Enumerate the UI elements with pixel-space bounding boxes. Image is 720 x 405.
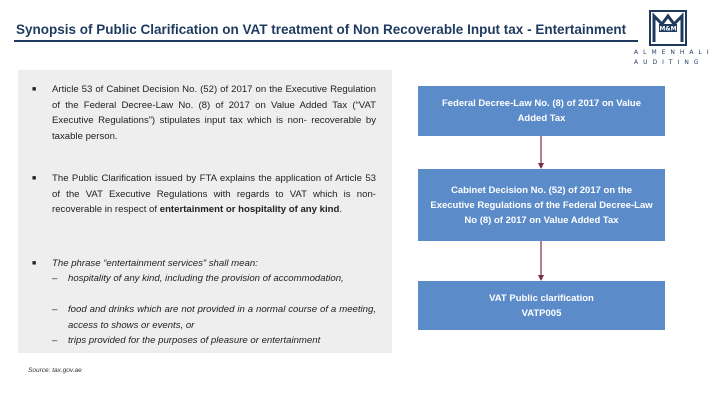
- bullet-article-53: [32, 82, 376, 144]
- square-bullet-icon: ■: [32, 86, 37, 93]
- dash-marker: –: [52, 273, 58, 284]
- logo-tagline: AUDITING: [634, 59, 704, 66]
- sub-item-trips: [52, 333, 376, 349]
- bullet-text: Article 53 of Cabinet Decision No. (52) of 2017 on the Executive Regulation of the Federal Decree-Law No. (8) of 2017 on Value Added Tax (“VAT Executive Regulations”) stipulates input tax which is non- recoverable by taxable person.: [52, 84, 376, 142]
- logo-monogram-icon: [648, 10, 688, 46]
- flow-box-public-clarification: [418, 281, 665, 330]
- sub-item-hospitality: [52, 271, 376, 287]
- bullet-public-clarification: [32, 171, 376, 218]
- bullet-text-wrapper: [32, 171, 376, 218]
- bullet-entertainment-definition: [32, 256, 376, 272]
- down-arrow-icon: [535, 136, 547, 169]
- text-panel: [18, 70, 392, 353]
- bullet-text-bold: entertainment or hospitality of any kind: [159, 204, 340, 215]
- flow-box-code: VATP005: [521, 307, 562, 319]
- dash-marker: –: [52, 304, 58, 315]
- dash-marker: –: [52, 335, 58, 346]
- sub-item-text: trips provided for the purposes of pleasure or entertainment: [68, 335, 321, 346]
- bullet-text-end: .: [339, 204, 343, 215]
- sub-item-text: hospitality of any kind, including the provision of accommodation,: [68, 273, 344, 284]
- title-underline: [14, 40, 638, 42]
- square-bullet-icon: ■: [32, 175, 37, 182]
- company-logo: [632, 10, 712, 72]
- flow-box-decree-law: [418, 86, 665, 136]
- flow-box-text: Cabinet Decision No. (52) of 2017 on the Executive Regulations of the Federal Decree-Law No (8) of 2017 on Value Added Tax: [430, 184, 653, 226]
- down-arrow-icon: [535, 241, 547, 281]
- flow-box-text: Federal Decree-Law No. (8) of 2017 on Value Added Tax: [441, 98, 642, 124]
- square-bullet-icon: ■: [32, 260, 37, 267]
- bullet-text: The phrase “entertainment services” shall mean:: [52, 258, 258, 269]
- logo-monogram-text: M&M: [659, 25, 677, 33]
- sub-item-food-drinks: [52, 302, 376, 333]
- flow-box-cabinet-decision: [418, 169, 665, 241]
- flow-box-text-wrapper: [489, 291, 594, 321]
- logo-name: ALMENHALI: [634, 49, 714, 56]
- source-note: Source: tax.gov.ae: [28, 367, 82, 374]
- page-title: Synopsis of Public Clarification on VAT treatment of Non Recoverable Input tax - Entertainment: [16, 22, 627, 37]
- flow-box-text: VAT Public clarification: [489, 292, 594, 304]
- sub-item-text: food and drinks which are not provided in a normal course of a meeting, access to shows or events, or: [68, 304, 376, 331]
- bullet-text: The Public Clarification issued by FTA explains the application of Article 53 of the VAT Executive Regulations with regards to VAT which is non-recoverable in respect of: [52, 173, 376, 215]
